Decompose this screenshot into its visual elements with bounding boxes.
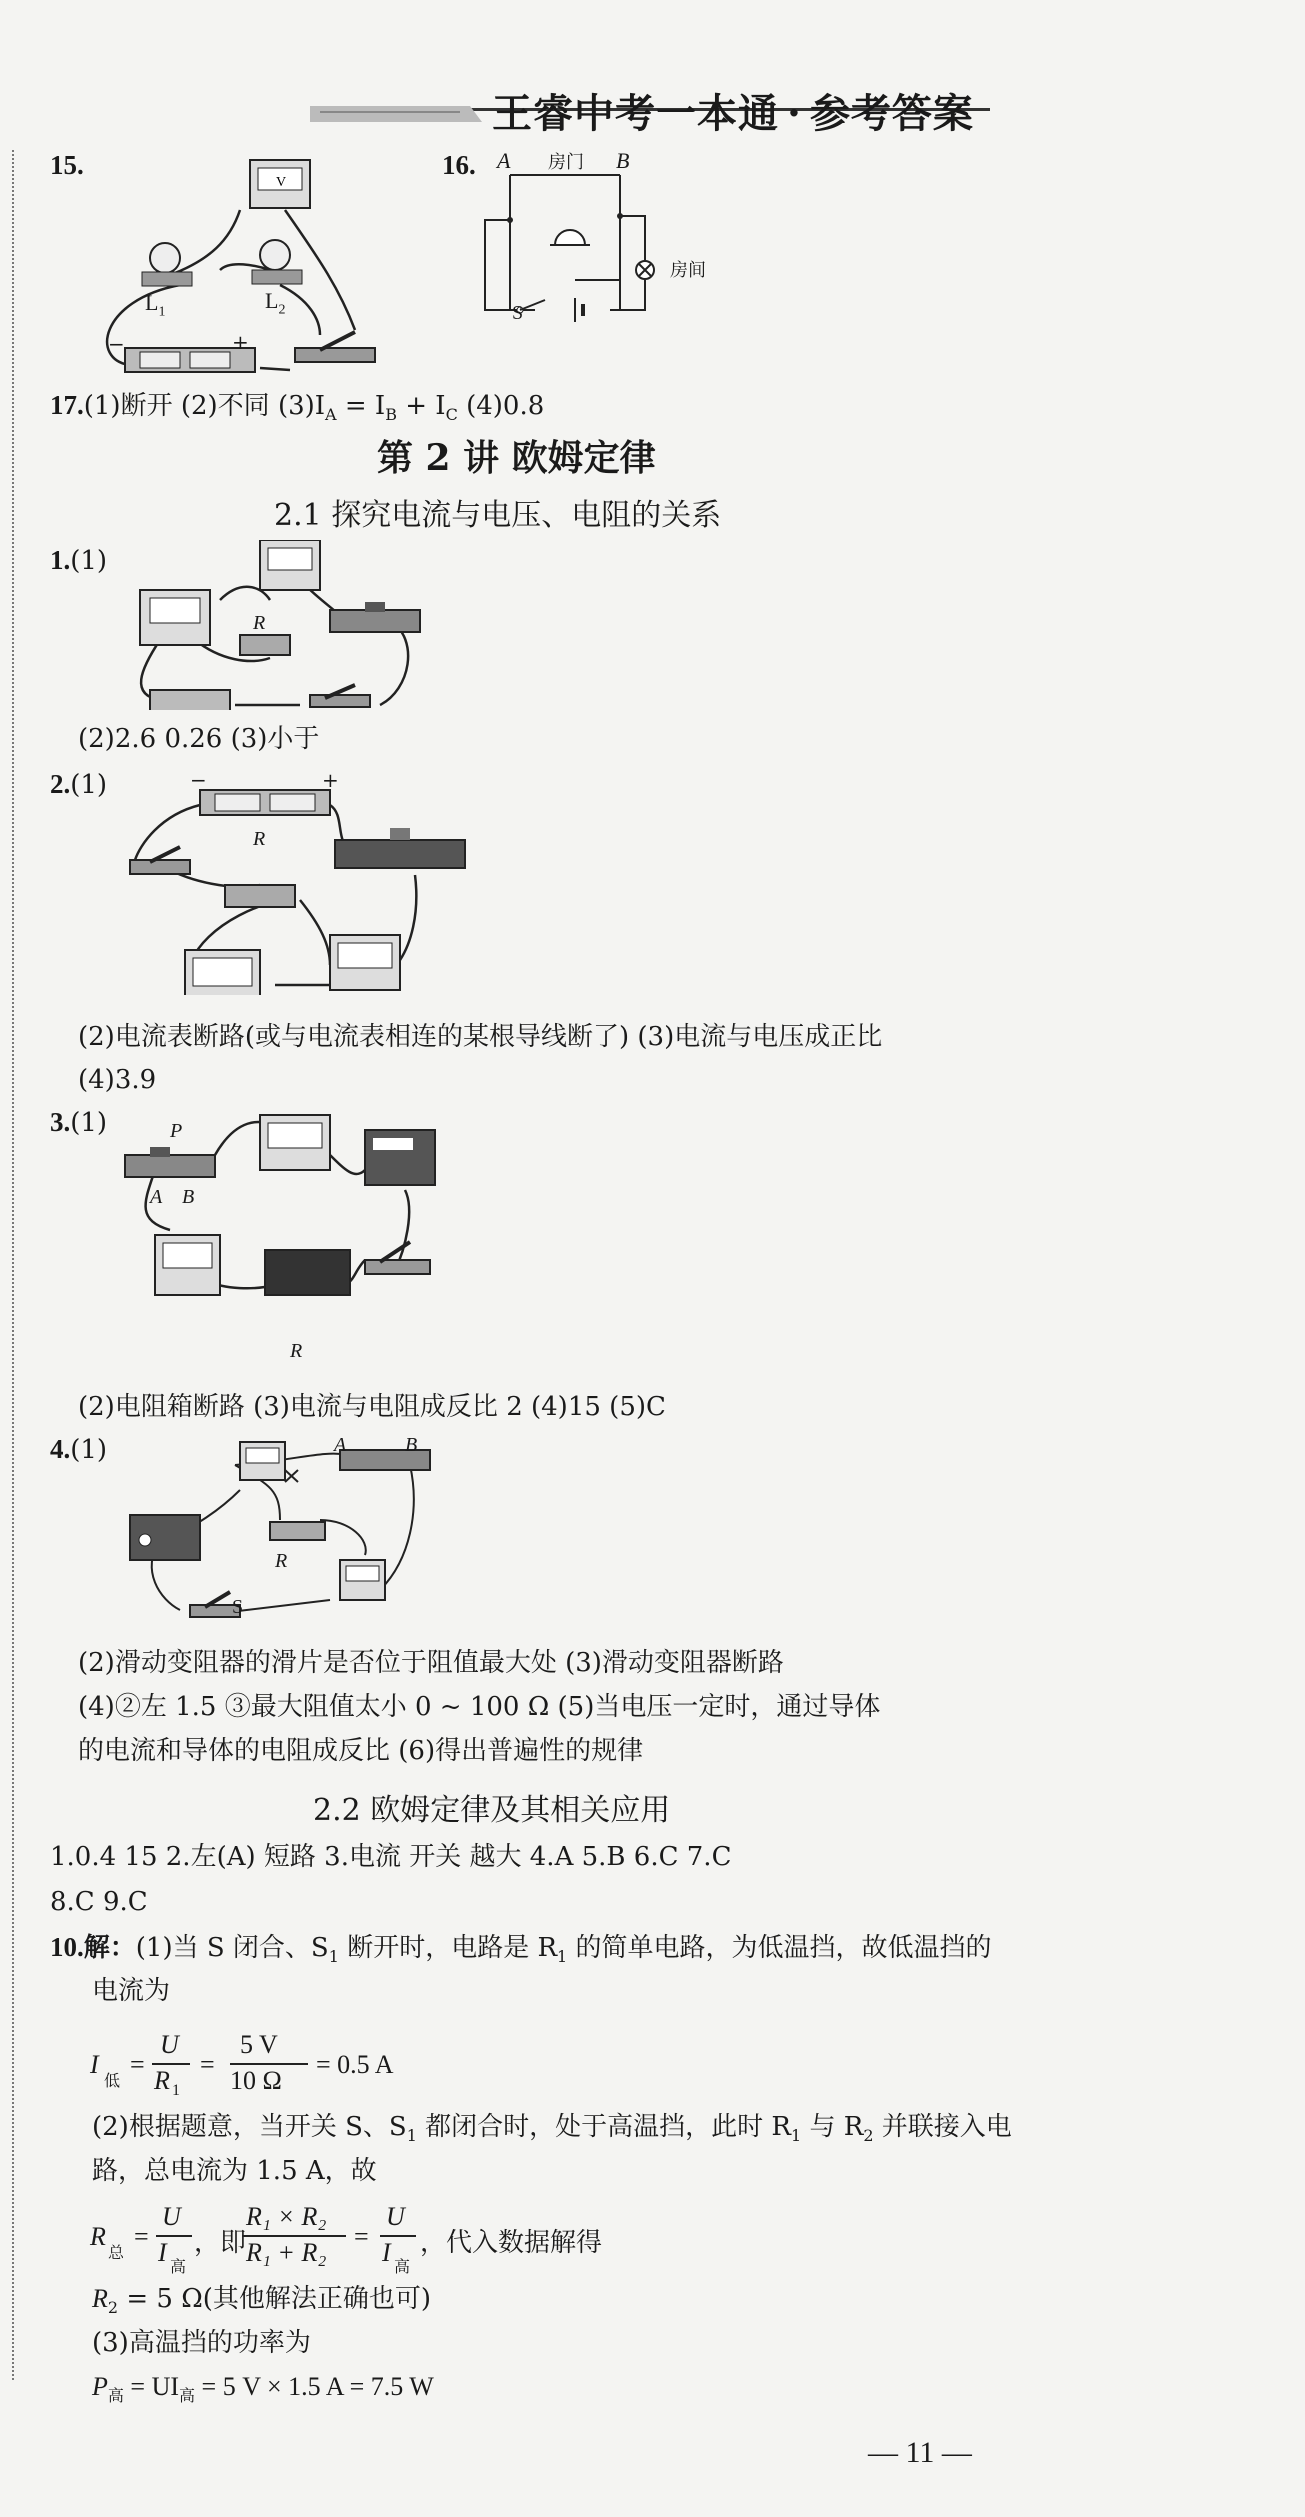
q10-p2c: 与 R <box>801 2112 864 2142</box>
q10-formula3 <box>92 2370 434 2413</box>
q10-f2-den1-sub: 高 <box>170 2259 187 2276</box>
q4-circuit-diagram <box>120 1430 450 1640</box>
q10-jie: 解： <box>83 1933 136 1963</box>
q10-f1-den1-sub: 1 <box>172 2082 180 2099</box>
q10-p1c: 的简单电路，为低温挡，故低温挡的 <box>567 1933 992 1963</box>
q16-number: 16. <box>442 150 476 180</box>
q4-answer-line3: 的电流和导体的电阻成反比 (6)得出普遍性的规律 <box>78 1736 644 1766</box>
q10-f1-num1: U <box>160 2030 179 2059</box>
q10-p2b-sub: 1 <box>791 2126 802 2146</box>
q2-circuit-diagram <box>120 765 480 995</box>
q4-part1: (1) <box>70 1435 108 1465</box>
q3-label-b: B <box>182 1186 195 1208</box>
q4-number: 4. <box>50 1434 71 1464</box>
header-sep: · <box>787 90 802 137</box>
q10-r2: R <box>92 2284 108 2313</box>
q10-f1-result: = 0.5 A <box>316 2050 394 2079</box>
q4-label-s: S <box>232 1596 244 1618</box>
q10-f2-den1: I <box>158 2238 167 2267</box>
q16-label-s: S <box>512 302 524 324</box>
q17-line <box>50 388 544 432</box>
q3-label-a: A <box>150 1186 163 1208</box>
q10-f2-num1: U <box>162 2202 181 2231</box>
header-title: 王睿中考一本通 <box>492 90 779 137</box>
q17-eq2: + I <box>396 391 446 421</box>
q4-answer-line2: (4)②左 1.5 ③最大阻值太小 0 ~ 100 Ω (5)当电压一定时，通过导体 <box>78 1692 881 1722</box>
q10-f3-mid-sub: 高 <box>179 2386 196 2406</box>
q15-label-l2-sub: 2 <box>278 302 286 318</box>
q10-p2a: (2)根据题意，当开关 S、S <box>92 2112 407 2142</box>
q10-p2e: 路，总电流为 1.5 A，故 <box>92 2156 377 2186</box>
q16-label-room: 房间 <box>670 260 706 281</box>
q10-f3-lhs: P <box>92 2372 108 2401</box>
q10-f2-num3: U <box>386 2202 405 2231</box>
q10-f3-mid: = UI <box>123 2372 180 2401</box>
q1-label-r: R <box>253 612 266 634</box>
header-subtitle: 参考答案 <box>809 90 974 137</box>
q2-answer-line1: (2)电流表断路(或与电流表相连的某根导线断了) (3)电流与电压成正比 <box>78 1022 883 1052</box>
q17-text: (1)断开 (2)不同 (3)I <box>83 391 326 421</box>
q10-f1-lhs: I <box>90 2050 99 2079</box>
q1-part1: (1) <box>70 546 108 576</box>
q10-f2-den3-sub: 高 <box>394 2259 411 2276</box>
q10-f2-lhs: R <box>90 2222 106 2251</box>
q10-f3-tail: = 5 V × 1.5 A = 7.5 W <box>195 2372 434 2401</box>
q10-p2-line1 <box>92 2110 1012 2153</box>
q4-answer-line1: (2)滑动变阻器的滑片是否位于阻值最大处 (3)滑动变阻器断路 <box>78 1648 784 1678</box>
answers-2-2-line2: 8.C 9.C <box>50 1887 148 1917</box>
q3-part1: (1) <box>70 1108 108 1138</box>
q17-sub-c: C <box>445 405 458 425</box>
q3-circuit-diagram <box>115 1110 475 1330</box>
q10-f2-tail: ，代入数据解得 <box>420 2228 603 2257</box>
q10-f2-mid: ，即 <box>194 2228 247 2257</box>
q4-label-b: B <box>405 1434 418 1456</box>
q10-r2-sub: 2 <box>107 2298 119 2318</box>
q2-part1: (1) <box>70 770 108 800</box>
q16-label-b: B <box>616 148 630 173</box>
q15-number: 15. <box>50 150 84 180</box>
q10-p2d: 并联接入电 <box>873 2112 1012 2142</box>
q10-p3: (3)高温挡的功率为 <box>92 2328 311 2358</box>
q2-label-plus: + <box>322 768 339 792</box>
q10-p2b: 都闭合时，处于高温挡，此时 R <box>416 2112 792 2142</box>
q10-p1a: (1)当 S 闭合、S <box>135 1933 329 1963</box>
q15-label-l1: L <box>145 290 159 315</box>
q17-eq1: = I <box>336 391 386 421</box>
q2-label-r: R <box>253 828 266 850</box>
answers-2-2-line1: 1.0.4 15 2.左(A) 短路 3.电流 开关 越大 4.A 5.B 6.C 7.C <box>50 1842 732 1872</box>
q15-label-minus: − <box>108 332 125 356</box>
q10-f1-den1: R <box>154 2066 170 2095</box>
q16-label-a: A <box>497 148 511 173</box>
q10-f1-lhs-sub: 低 <box>104 2073 121 2090</box>
q10-f1-num2: 5 V <box>240 2030 278 2059</box>
q16-label-door: 房门 <box>548 152 584 173</box>
q10-p1b: 断开时，电路是 R <box>338 1933 558 1963</box>
q1-answer: (2)2.6 0.26 (3)小于 <box>78 724 320 754</box>
q10-line1 <box>50 1930 992 1974</box>
q17-sub-a: A <box>325 405 337 425</box>
q3-label-r: R <box>290 1340 303 1362</box>
q10-f2-num2: R₁ × R₂ <box>246 2202 327 2231</box>
q17-tail: (4)0.8 <box>457 391 545 421</box>
q15-label-plus: + <box>232 330 249 354</box>
q4-label-r: R <box>275 1550 288 1572</box>
section-2-1-title: 2.1 探究电流与电压、电阻的关系 <box>274 498 722 533</box>
svg-text:V: V <box>276 175 287 190</box>
q4-label-a: A <box>334 1434 347 1456</box>
q1-circuit-diagram <box>120 540 440 710</box>
q10-f3-lhs-sub: 高 <box>107 2386 124 2406</box>
q17-number: 17. <box>50 390 84 420</box>
q3-number: 3. <box>50 1107 71 1137</box>
q10-f2-den2: R₁ + R₂ <box>246 2238 327 2267</box>
margin-dotted-line <box>12 150 14 2380</box>
q2-answer-line2: (4)3.9 <box>78 1065 157 1095</box>
q17-sub-b: B <box>385 405 397 425</box>
q15-label-l1-sub: 1 <box>158 304 166 320</box>
q10-p1a-sub: 1 <box>328 1947 339 1967</box>
q1-number: 1. <box>50 545 71 575</box>
q10-p2c-sub: 2 <box>863 2126 874 2146</box>
q2-number: 2. <box>50 769 71 799</box>
q10-f1-den2: 10 Ω <box>230 2066 282 2095</box>
q3-answer: (2)电阻箱断路 (3)电流与电阻成反比 2 (4)15 (5)C <box>78 1392 666 1422</box>
q10-formula2: R 总 = U I 高 ，即 R₁ × R₂ R₁ + R₂ = U I 高 ，代入数据解得 <box>90 2202 603 2276</box>
q10-number: 10. <box>50 1932 84 1962</box>
section-2-2-title: 2.2 欧姆定律及其相关应用 <box>313 1793 671 1828</box>
q10-f2-lhs-sub: 总 <box>108 2245 125 2262</box>
q2-label-minus: − <box>190 768 207 792</box>
lecture-title: 第 2 讲 欧姆定律 <box>377 437 656 479</box>
q15-label-l2: L <box>265 288 279 313</box>
q10-r2-tail: = 5 Ω(其他解法正确也可) <box>118 2284 432 2314</box>
q10-f2-den3: I <box>382 2238 391 2267</box>
page-number: — 11 — <box>868 2436 972 2469</box>
q10-p2a-sub: 1 <box>406 2126 417 2146</box>
q10-p1d: 电流为 <box>92 1976 171 2006</box>
q10-r2-line <box>92 2282 431 2325</box>
q10-p1b-sub: 1 <box>557 1947 568 1967</box>
q3-label-p: P <box>170 1120 183 1142</box>
